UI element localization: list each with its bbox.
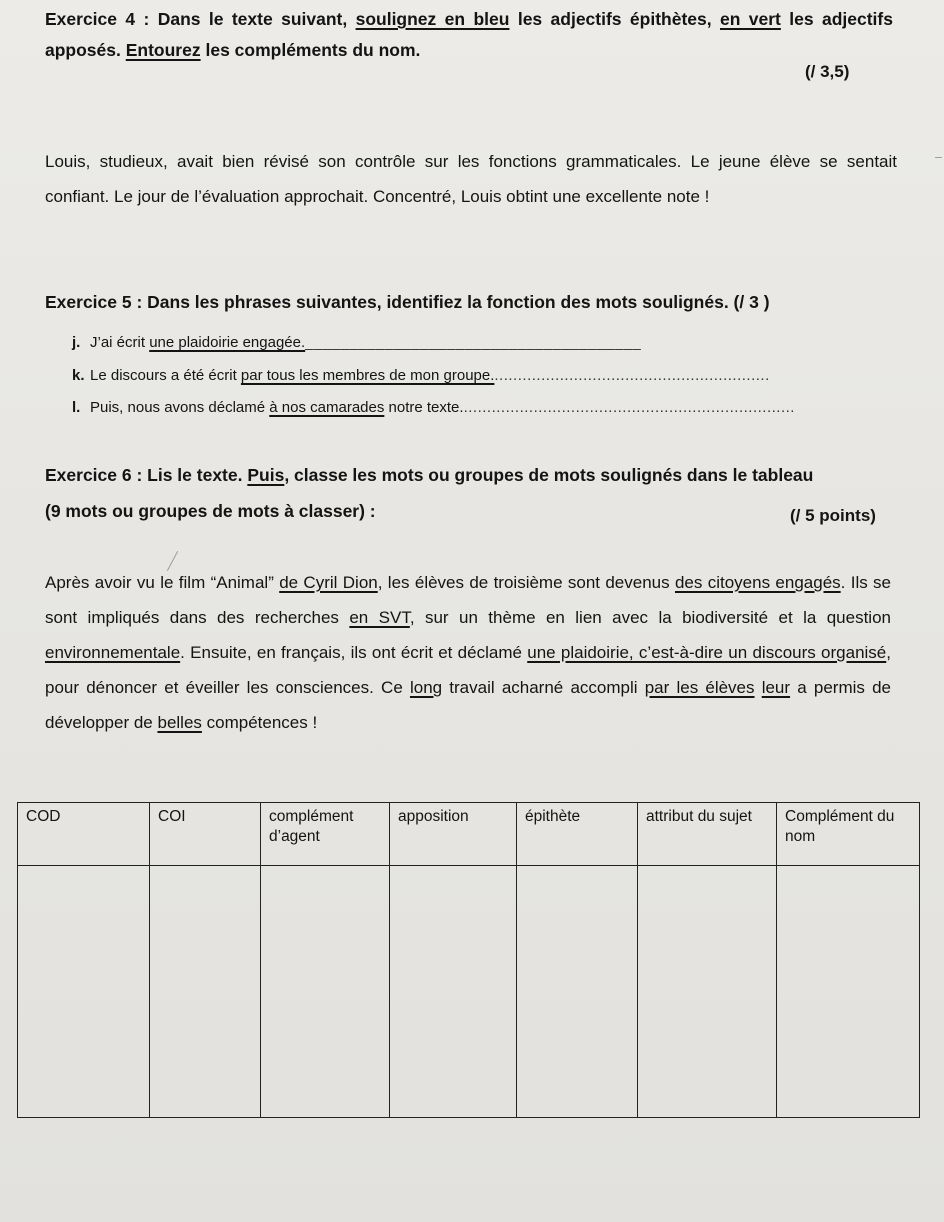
underlined-word: de Cyril Dion <box>279 573 378 592</box>
answer-blank[interactable]: ....................................................................... <box>463 399 795 416</box>
answer-cell-attribut-sujet[interactable] <box>638 866 777 1118</box>
text-segment: travail acharné accompli <box>442 678 645 697</box>
answer-cell-apposition[interactable] <box>390 866 517 1118</box>
underlined-word: leur <box>761 678 791 697</box>
underlined-word: des citoyens engagés <box>674 573 841 592</box>
answer-blank[interactable]: ........................................................... <box>494 367 770 384</box>
table-header-row <box>18 803 920 866</box>
text-segment <box>755 678 762 697</box>
table-answer-row <box>18 866 920 1118</box>
column-header-epithete: épithète <box>517 803 638 866</box>
underlined-word: long <box>409 678 443 697</box>
exercise-4-score: (/ 3,5) <box>805 62 850 81</box>
underline-blue-instruction: soulignez en bleu <box>355 9 510 29</box>
underlined-word: environnementale <box>45 643 181 662</box>
underlined-phrase: à nos camarades <box>269 399 385 416</box>
circle-instruction: Entourez <box>125 40 201 60</box>
classification-table <box>17 802 920 1118</box>
column-header-coi: COI <box>150 803 261 866</box>
underlined-phrase: par tous les membres de mon groupe. <box>240 367 495 384</box>
text-segment: Après avoir vu le film “Animal” <box>45 573 280 592</box>
exercise-4-text: Louis, studieux, avait bien révisé son contrôle sur les fonctions grammaticales. Le jeune élève se sentait confiant. Le jour de l’évaluation approchait. Concentré, Louis obtint une excellente note ! <box>45 152 897 206</box>
answer-cell-complement-nom[interactable] <box>777 866 920 1118</box>
text-segment: . Ils se sont impliqués dans des recherches <box>45 573 892 627</box>
answer-cell-coi[interactable] <box>150 866 261 1118</box>
underlined-word: par les élèves <box>644 678 755 697</box>
exercise-6-instructions: Exercice 6 : Lis le texte. Puis, classe les mots ou groupes de mots soulignés dans le tableau <box>45 465 814 485</box>
exercise-6-count: (9 mots ou groupes de mots à classer) : <box>45 501 376 521</box>
underlined-word: une plaidoirie, c’est-à-dire un discours organisé <box>527 643 887 662</box>
underlined-phrase: une plaidoirie engagée. <box>149 334 306 351</box>
column-header-cod: COD <box>18 803 150 866</box>
exercise-6-text <box>45 565 891 740</box>
text-segment: . Ensuite, en français, ils ont écrit et déclamé <box>180 643 528 662</box>
answer-cell-cod[interactable] <box>18 866 150 1118</box>
exercise-4-label: Exercice 4 : <box>45 9 150 29</box>
column-header-complement-nom: Complément du nom <box>777 803 920 866</box>
text-segment: , sur un thème en lien avec la biodiversité et la question <box>409 608 891 627</box>
exercise-5-item-l: l. Puis, nous avons déclamé à nos camarades notre texte........................................................................ <box>72 399 795 416</box>
underlined-word: en SVT <box>349 608 410 627</box>
text-segment: a permis de développer de <box>45 678 891 732</box>
exercise-5-heading: Exercice 5 : Dans les phrases suivantes, identifiez la fonction des mots soulignés. (/ 3 ) <box>45 292 770 312</box>
exercise-5-item-k: k. Le discours a été écrit par tous les membres de mon groupe............................................................ <box>72 367 770 384</box>
text-segment: , pour dénoncer et éveiller les consciences. Ce <box>45 643 891 697</box>
answer-cell-epithete[interactable] <box>517 866 638 1118</box>
exercise-6-score: (/ 5 points) <box>790 506 876 525</box>
pencil-mark <box>935 157 942 158</box>
exercise-4-instructions: Exercice 4 : Dans le texte suivant, soulignez en bleu les adjectifs épithètes, en vert les adjectifs apposés. Entourez les compléments du nom. <box>45 9 893 60</box>
exercise-5-item-j: j. J’ai écrit une plaidoirie engagée.______________________________________ <box>72 334 642 351</box>
answer-cell-complement-agent[interactable] <box>261 866 390 1118</box>
column-header-apposition: apposition <box>390 803 517 866</box>
column-header-attribut-sujet: attribut du sujet <box>638 803 777 866</box>
underlined-word: belles <box>157 713 202 732</box>
answer-blank[interactable]: ______________________________________ <box>305 334 642 351</box>
column-header-complement-agent: complément d’agent <box>261 803 390 866</box>
underline-green-instruction: en vert <box>719 9 781 29</box>
text-segment: compétences ! <box>201 713 318 732</box>
exercise-6-label: Exercice 6 : Lis le texte. <box>45 465 248 485</box>
text-segment: , les élèves de troisième sont devenus <box>377 573 675 592</box>
